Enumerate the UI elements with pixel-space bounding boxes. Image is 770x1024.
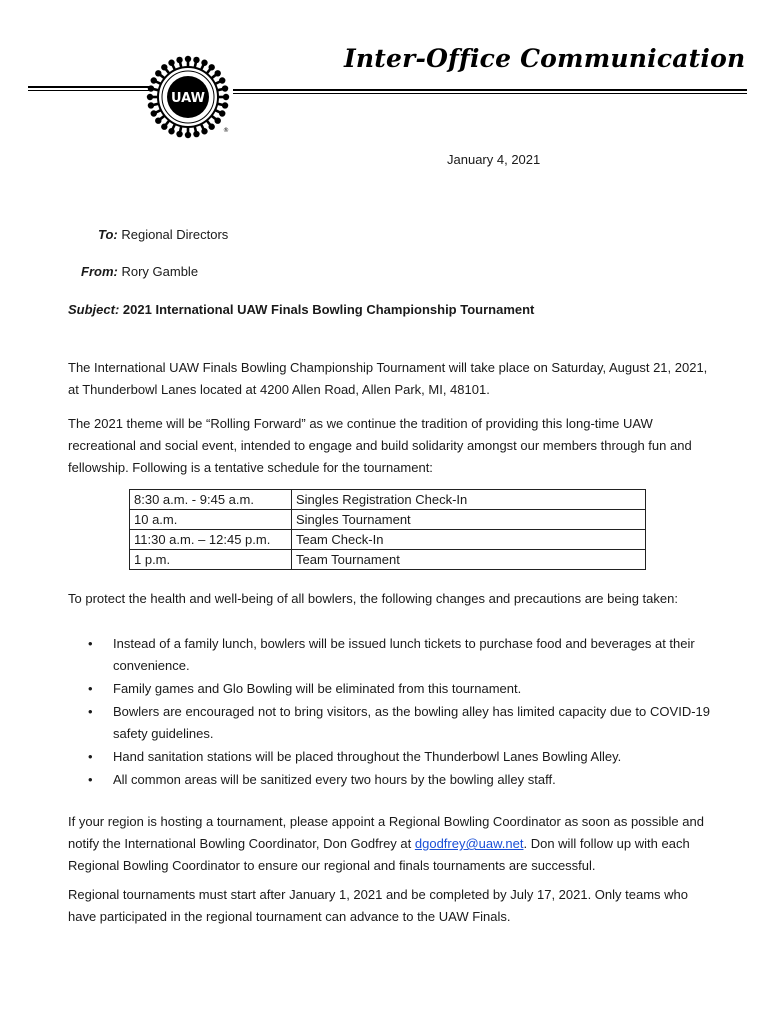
to-line [98,227,228,242]
logo-figure-body [151,89,159,91]
schedule-time: 8:30 a.m. - 9:45 a.m. [130,490,292,510]
schedule-event: Singles Tournament [292,510,646,530]
subject-value: 2021 International UAW Finals Bowling Championship Tournament [122,302,535,317]
list-item-text: Instead of a family lunch, bowlers will be issued lunch tickets to purchase food and beverages at their convenience. [113,636,695,673]
list-item-text: Bowlers are encouraged not to bring visitors, as the bowling alley has limited capacity due to COVID-19 safety guidelines. [113,704,710,741]
paragraph-theme: The 2021 theme will be “Rolling Forward” as we continue the tradition of providing this long-time UAW recreational and social event, intended to engage and build solidarity amongst our members through fun and fellowship. Following is a tentative schedule for the tournament: [68,416,692,475]
schedule-time: 10 a.m. [130,510,292,530]
memo-date: January 4, 2021 [447,152,541,167]
bullet-icon: • [88,749,93,764]
memo-title: Inter-Office Communication [344,44,746,73]
header-rule-left [28,86,150,91]
subject-label: Subject: [68,302,120,317]
logo-figure-body [180,60,182,68]
list-item-text: All common areas will be sanitized every two hours by the bowling alley staff. [113,772,556,787]
schedule-time: 11:30 a.m. – 12:45 p.m. [130,530,292,550]
table-row [130,490,646,510]
bullet-icon: • [88,636,93,651]
header-rule-right [233,89,747,94]
schedule-event: Team Tournament [292,550,646,570]
list-item [88,701,710,745]
list-item [88,746,710,768]
uaw-logo [143,52,233,142]
list-item-text: Hand sanitation stations will be placed throughout the Thunderbowl Lanes Bowling Alley. [113,749,622,764]
logo-figure-body [151,104,159,106]
email-link[interactable]: dgodfrey@uaw.net [414,836,524,851]
precautions-list [88,633,710,792]
table-row [130,550,646,570]
paragraph-precautions-intro: To protect the health and well-being of all bowlers, the following changes and precautions are being taken: [68,591,678,606]
logo-lettering: UAW [171,91,205,106]
from-value: Rory Gamble [121,264,199,279]
svg-text:®: ® [223,127,229,134]
to-value: Regional Directors [121,227,229,242]
logo-figure-body [180,126,182,134]
schedule-table [129,489,646,570]
schedule-time: 1 p.m. [130,550,292,570]
table-row [130,510,646,530]
logo-figure-body [195,60,197,68]
list-item [88,769,710,791]
list-item-text: Family games and Glo Bowling will be eliminated from this tournament. [113,681,522,696]
logo-figure-body [195,126,197,134]
from-label: From: [81,264,118,279]
schedule-event: Team Check-In [292,530,646,550]
paragraph-coordinator [68,811,710,877]
logo-figure-body [217,104,225,106]
schedule-event: Singles Registration Check-In [292,490,646,510]
subject-line [68,302,534,317]
list-item [88,633,710,677]
coordinator-text-before: If your region is hosting a tournament, please appoint a Regional Bowling Coordinator as soon as possible and notify the International Bowling Coordinator, Don Godfrey at [68,814,704,851]
paragraph-regional-dates: Regional tournaments must start after January 1, 2021 and be completed by July 17, 2021. Only teams who have participated in the regional tournament can advance to the UAW Finals. [68,887,689,924]
bullet-icon: • [88,704,93,719]
bullet-icon: • [88,681,93,696]
from-line [81,264,198,279]
logo-figure-body [217,89,225,91]
list-item [88,678,710,700]
table-row [130,530,646,550]
paragraph-event-details: The International UAW Finals Bowling Championship Tournament will take place on Saturday, August 21, 2021, at Thunderbowl Lanes located at 4200 Allen Road, Allen Park, MI, 48101. [68,360,708,397]
bullet-icon: • [88,772,93,787]
to-label: To: [98,227,118,242]
coordinator-text-after: . Don will follow up with each Regional Bowling Coordinator to ensure our regional and finals tournaments are successful. [68,836,690,873]
